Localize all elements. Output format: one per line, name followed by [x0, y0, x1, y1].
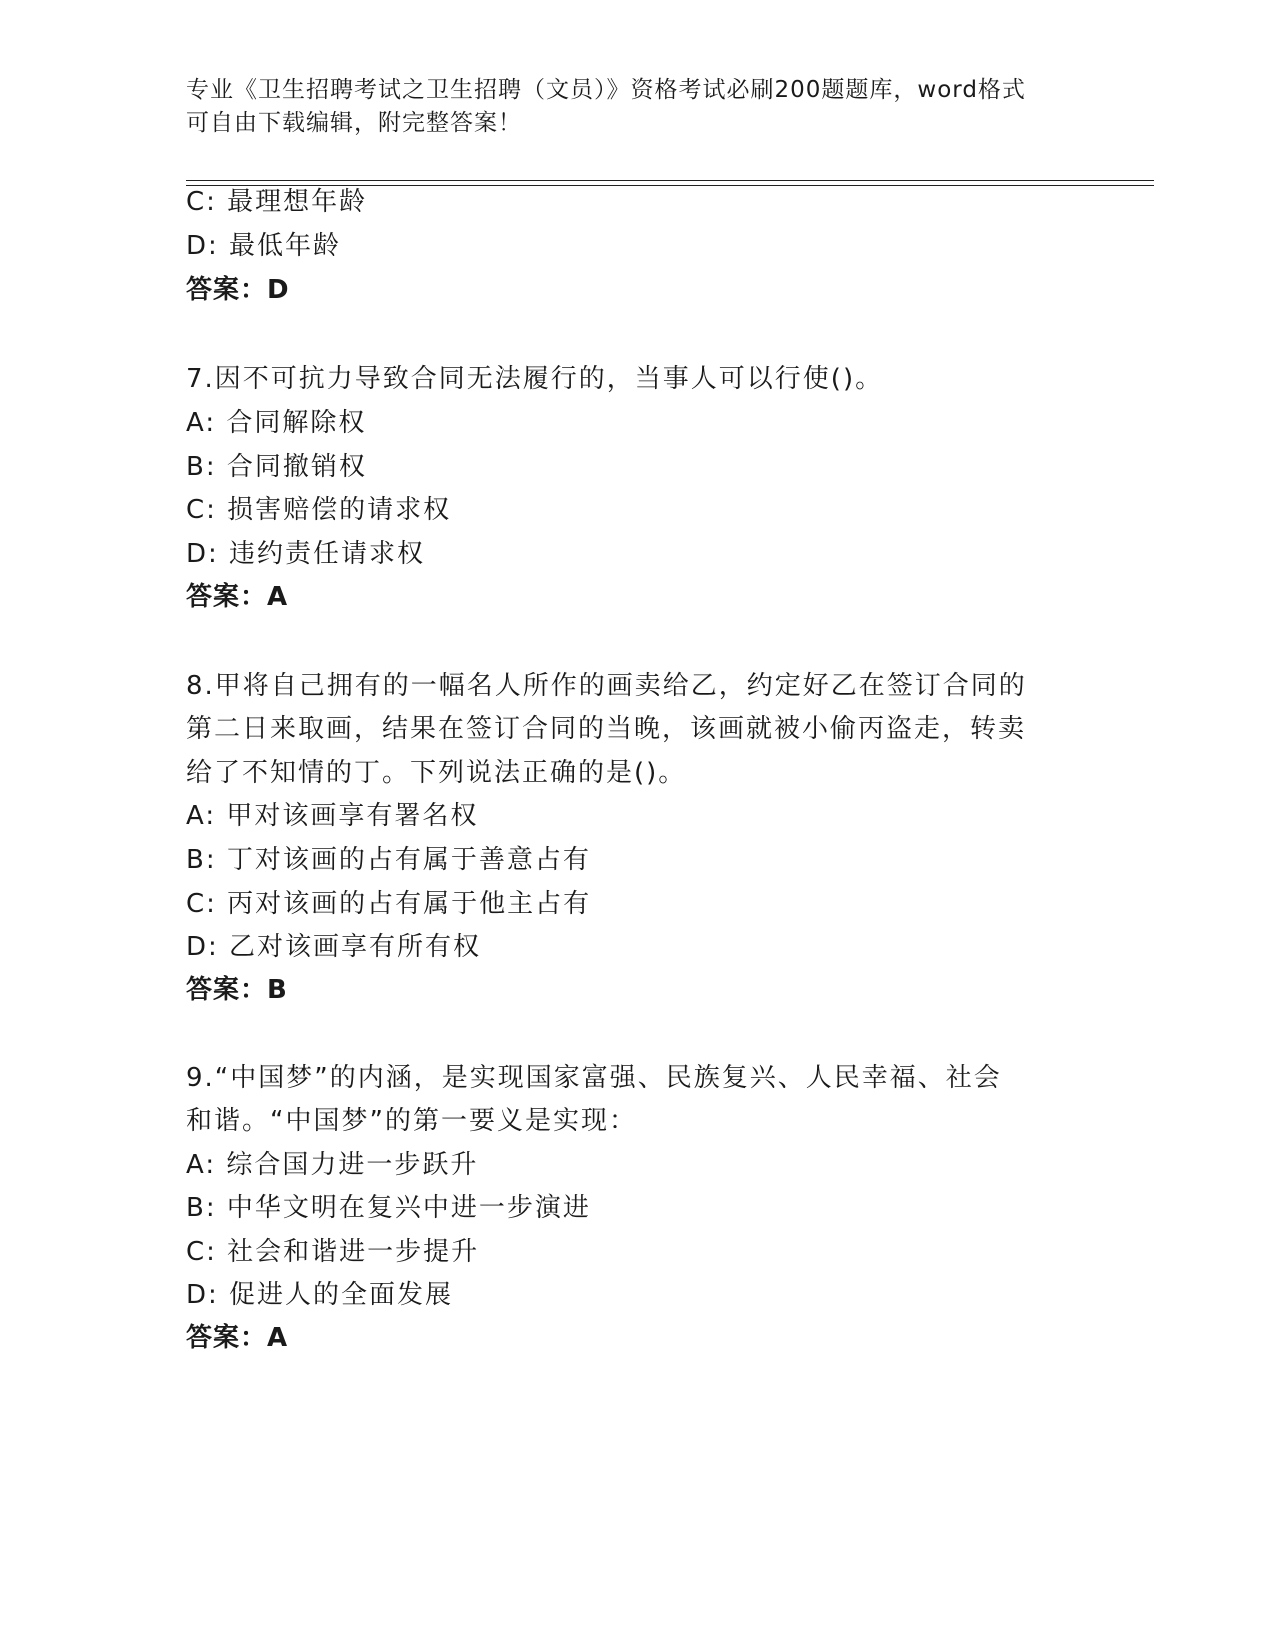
q7-option-c: C: 损害赔偿的请求权: [186, 495, 452, 525]
q8-option-a: A: 甲对该画享有署名权: [186, 801, 479, 831]
prev-answer: 答案：D: [186, 275, 290, 305]
q9-option-d: D: 促进人的全面发展: [186, 1280, 454, 1310]
q9-answer: 答案：A: [186, 1323, 289, 1353]
q8-option-d: D: 乙对该画享有所有权: [186, 932, 482, 962]
header-divider-top: [186, 180, 1154, 181]
q7-option-b: B: 合同撤销权: [186, 452, 367, 482]
prev-option-c: C: 最理想年龄: [186, 187, 368, 217]
q7-option-d: D: 违约责任请求权: [186, 539, 426, 569]
q7-option-a: A: 合同解除权: [186, 408, 367, 438]
q8-stem-line-3: 给了不知情的丁。下列说法正确的是()。: [186, 758, 687, 788]
q8-option-c: C: 丙对该画的占有属于他主占有: [186, 889, 592, 919]
q7-stem: 7.因不可抗力导致合同无法履行的，当事人可以行使()。: [186, 364, 884, 394]
q9-option-a: A: 综合国力进一步跃升: [186, 1150, 479, 1180]
q7-answer: 答案：A: [186, 582, 289, 612]
q8-stem-line-2: 第二日来取画，结果在签订合同的当晚，该画就被小偷丙盗走，转卖: [186, 714, 1027, 744]
q8-stem-line-1: 8.甲将自己拥有的一幅名人所作的画卖给乙，约定好乙在签订合同的: [186, 671, 1027, 701]
q9-stem-line-1: 9.“中国梦”的内涵，是实现国家富强、民族复兴、人民幸福、社会: [186, 1063, 1002, 1093]
prev-option-d: D: 最低年龄: [186, 231, 342, 261]
q9-option-c: C: 社会和谐进一步提升: [186, 1237, 480, 1267]
document-header: [186, 74, 1086, 140]
header-line-2: 可自由下载编辑，附完整答案！: [186, 110, 522, 136]
q8-option-b: B: 丁对该画的占有属于善意占有: [186, 845, 591, 875]
header-line-1: 专业《卫生招聘考试之卫生招聘（文员）》资格考试必刷200题题库，word格式: [186, 77, 1026, 103]
q8-answer: 答案：B: [186, 975, 288, 1005]
q9-stem-line-2: 和谐。“中国梦”的第一要义是实现：: [186, 1106, 637, 1136]
q9-option-b: B: 中华文明在复兴中进一步演进: [186, 1193, 591, 1223]
